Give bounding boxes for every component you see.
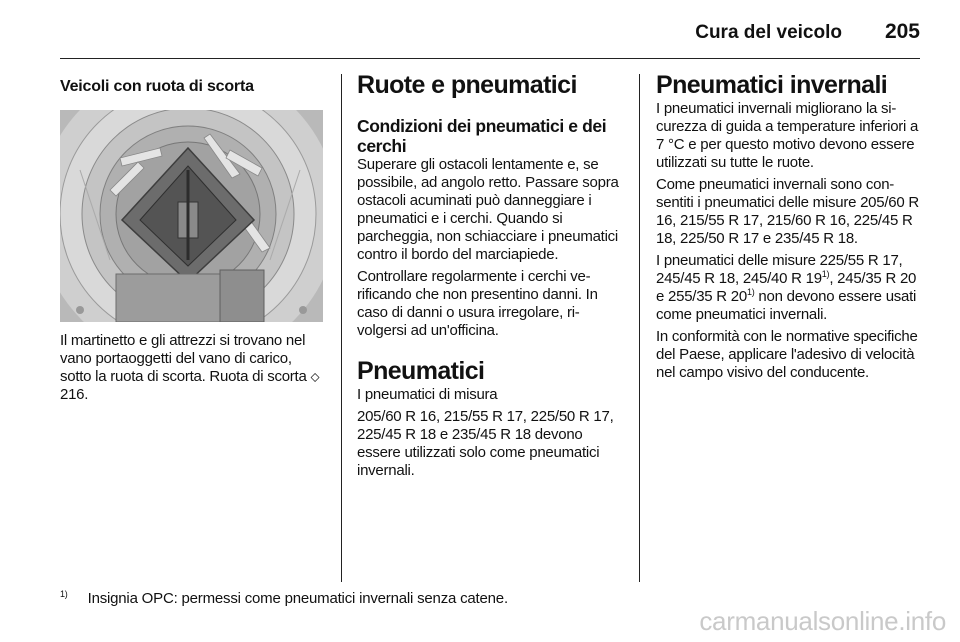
paragraph: I pneumatici delle misure 225/55 R 17, 245/45 R 18, 245/40 R 19$^{1)}$, 245/35 R 20 e 255/35 R 20$^{1)}$ non devono essere usati come pneumatici invernali. — [656, 252, 917, 323]
paragraph: Come pneumatici invernali sono consentiti i pneumatici delle misure 205/60 R 16, 215/55 R 17, 215/60 R 16, 225/45 R 18, 225/50 R 17 e 235/45 R 18. — [656, 176, 919, 247]
page-reference-icon: ⬦ — [310, 369, 320, 384]
figure-caption: Il martinetto e gli attrezzi si trovano nel vano portaoggetti del vano di carico, sotto la ruota di scorta. Ruota di scorta ⬦ 216. — [60, 332, 320, 403]
spare-wheel-illustration — [60, 110, 323, 322]
footnote-number: 1) — [60, 589, 68, 599]
column-divider — [639, 74, 640, 582]
page-header — [60, 18, 920, 58]
spare-wheel-figure — [60, 110, 323, 322]
paragraph: In conformità con le normative specifiche del Paese, applicare l'adesivo di velocità nel campo visivo del conducente. — [656, 328, 918, 381]
column-divider — [341, 74, 342, 582]
paragraph: Superare gli ostacoli lentamente e, se possibile, ad angolo retto. Passare sopra ostacoli acuminati può danneggiare i pneumatici e i cerchi. Quando si parcheggia, non schiacciare i pneumatici contro il bordo del marciapiede. — [357, 156, 619, 263]
footnote-mark: 1) — [821, 269, 830, 279]
section-title: Cura del veicolo — [695, 22, 842, 43]
column-right — [656, 72, 921, 382]
heading-winter-tyres: Pneumatici invernali — [656, 71, 888, 99]
column-middle — [357, 72, 622, 480]
heading-tyre-condition: Condizioni dei pneumatici e dei cerchi — [357, 116, 607, 156]
heading-spare-wheel: Veicoli con ruota di scorta — [60, 78, 254, 95]
header-rule — [60, 58, 920, 59]
paragraph: 205/60 R 16, 215/55 R 17, 225/50 R 17, 225/45 R 18 e 235/45 R 18 devono essere utilizzati solo come pneumatici invernali. — [357, 408, 614, 479]
footnote-mark: 1) — [747, 287, 755, 297]
heading-tyres: Pneumatici — [357, 357, 485, 385]
paragraph: I pneumatici di misura — [357, 386, 498, 403]
footnote — [60, 590, 508, 607]
page-number: 205 — [884, 20, 920, 43]
section-heading-wheels: Ruote e pneumatici — [357, 71, 577, 99]
column-left — [60, 72, 325, 404]
paragraph: Controllare regolarmente i cerchi verificando che non presentino danni. In caso di danni o usura irregolare, rivolgersi ad un'officina. — [357, 268, 598, 339]
footnote-text: Insignia OPC: permessi come pneumatici invernali senza catene. — [87, 590, 508, 607]
paragraph: I pneumatici invernali migliorano la sicurezza di guida a temperature inferiori a 7 °C e per questo motivo devono essere utilizzati su tutte le ruote. — [656, 100, 919, 171]
watermark: carmanualsonline.info — [699, 606, 946, 636]
caption-page-ref: 216. — [60, 386, 89, 403]
